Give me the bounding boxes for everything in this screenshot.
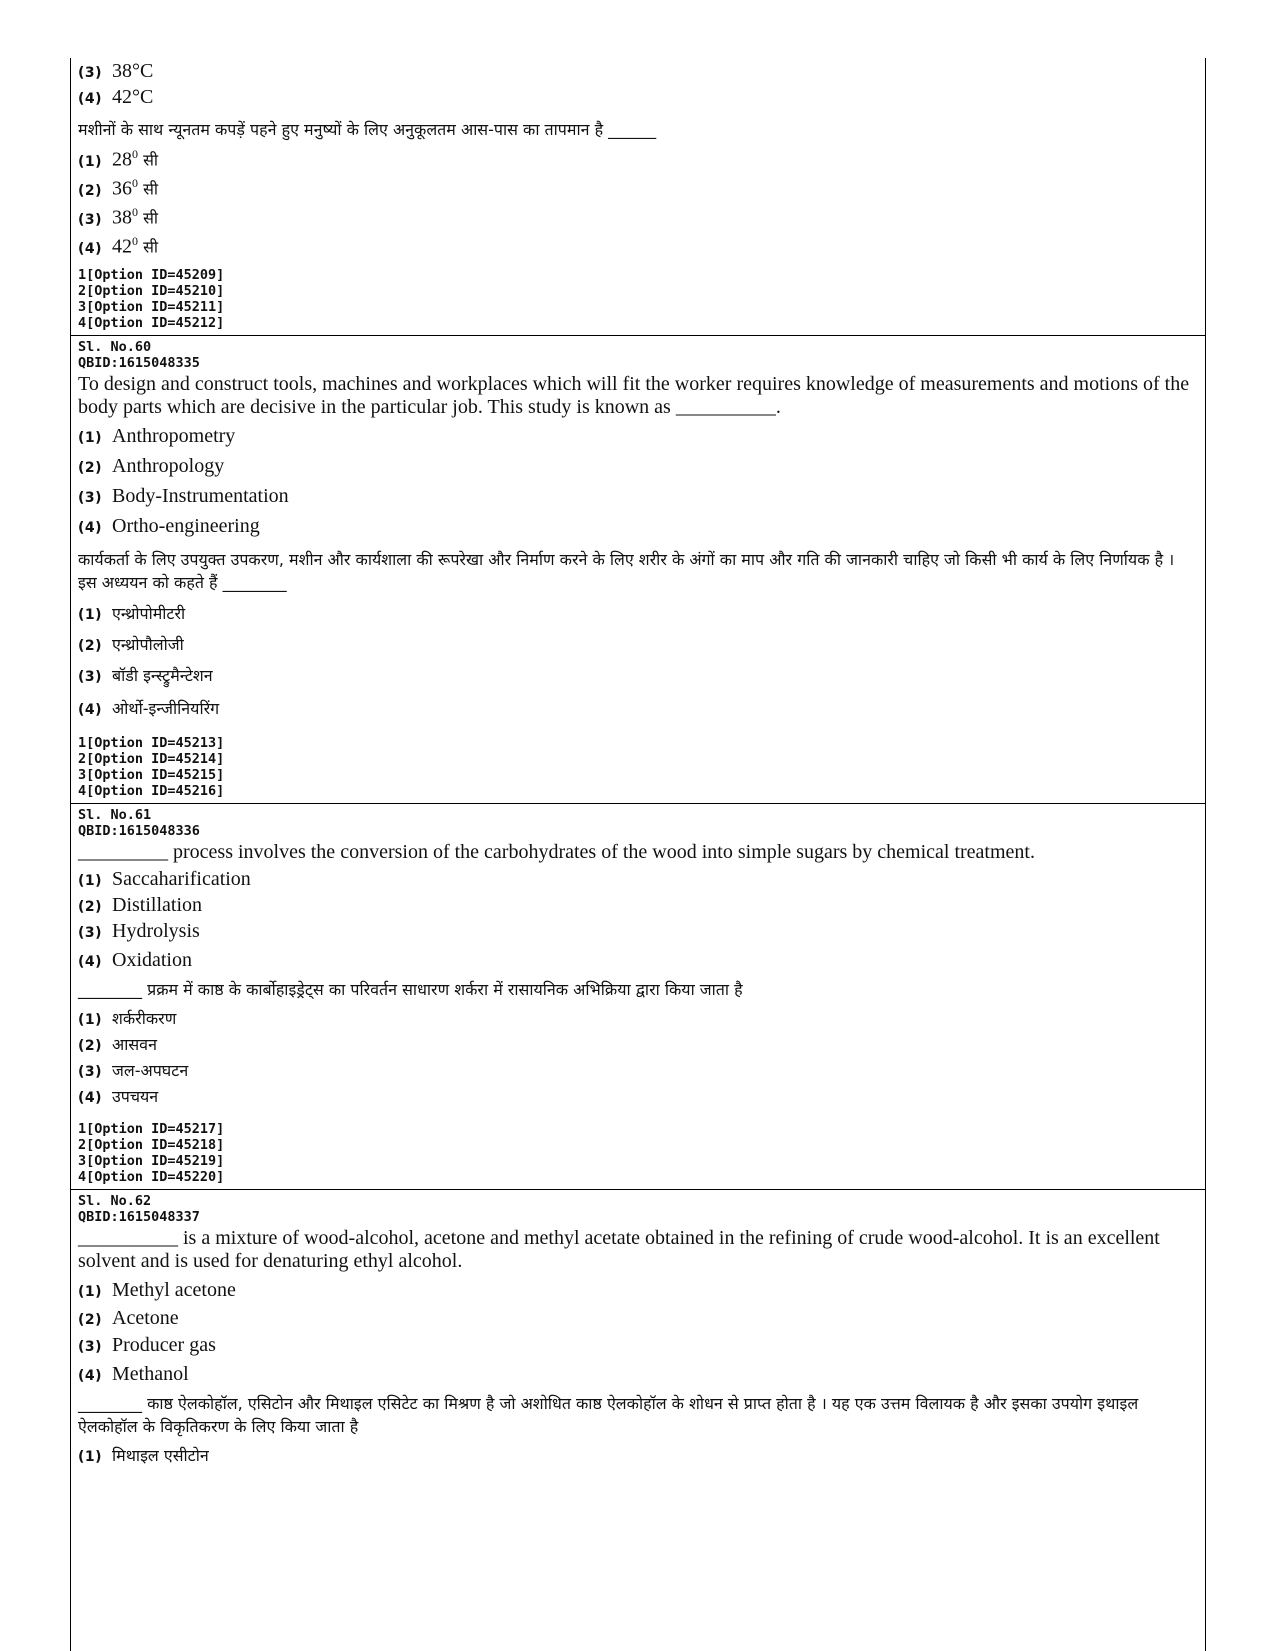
serial-number: Sl. No.62 (78, 1193, 152, 1209)
question-59-tail (71, 58, 1205, 335)
option-en-2: (2) Distillation (78, 894, 202, 916)
option-hi-4: (4) उपचयन (78, 1087, 159, 1106)
option-id-list: 1[Option ID=45217] 2[Option ID=45218] 3[Option ID=45219] 4[Option ID=45220] (78, 1121, 225, 1185)
option-en-1: (1) Anthropometry (78, 425, 236, 447)
question-hi-text: कार्यकर्ता के लिए उपयुक्त उपकरण, मशीन और कार्यशाला की रूपरेखा और निर्माण करने के लिए शरीर के अंगों का माप और गति की जानकारी चाहिए जो किसी भी कार्य के लिए निर्णायक है । इस अध्ययन को कहते हैं ________ (78, 550, 1175, 592)
option-en-4: (4) Ortho-engineering (78, 515, 260, 537)
question-en-text: To design and construct tools, machines and workplaces which will fit the worker requires knowledge of measurements and motions of the body parts which are decisive in the particular job. This study is known as __________. (78, 373, 1190, 418)
question-en-text: _________ process involves the conversion of the carbohydrates of the wood into simple sugars by chemical treatment. (78, 841, 1035, 863)
option-hi-4: (4) ओर्थो-इन्जीनियरिंग (78, 699, 220, 718)
option-en-1: (1) Saccaharification (78, 868, 251, 890)
option-hi-2: (2) एन्थ्रोपौलोजी (78, 635, 184, 654)
question-hi-text: ________ काष्ठ ऐलकोहॉल, एसिटोन और मिथाइल एसिटेट का मिश्रण है जो अशोधित काष्ठ ऐलकोहॉल के शोधन से प्राप्त होता है । यह एक उत्तम विलायक है और इसका उपयोग इथाइल ऐलकोहॉल के विकृतिकरण के लिए किया जाता है (78, 1394, 1139, 1436)
option-hi-2: (2) $36^0$ सी (78, 176, 159, 200)
question-paper-frame (70, 58, 1206, 1651)
question-en-text: __________ is a mixture of wood-alcohol, acetone and methyl acetate obtained in the refining of crude wood-alcohol. It is an excellent solvent and is used for denaturing ethyl alcohol. (78, 1227, 1160, 1272)
qbid: QBID:1615048335 (78, 355, 200, 371)
option-en-2: (2) Acetone (78, 1307, 179, 1329)
option-en-3: (3) 38°C (78, 60, 154, 82)
option-en-1: (1) Methyl acetone (78, 1279, 236, 1301)
question-hi-text: मशीनों के साथ न्यूनतम कपड़ें पहने हुए मनुष्यों के लिए अनुकूलतम आस-पास का तापमान है ______ (78, 120, 657, 139)
qbid: QBID:1615048337 (78, 1209, 200, 1225)
option-hi-3: (3) $38^0$ सी (78, 205, 159, 229)
option-hi-3: (3) जल-अपघटन (78, 1061, 189, 1080)
option-en-3: (3) Producer gas (78, 1334, 216, 1356)
serial-number: Sl. No.61 (78, 807, 152, 823)
option-en-4: (4) Oxidation (78, 949, 192, 971)
option-hi-1: (1) शर्करीकरण (78, 1009, 177, 1028)
serial-number: Sl. No.60 (78, 339, 152, 355)
question-61 (71, 803, 1205, 1189)
option-en-2: (2) Anthropology (78, 455, 225, 477)
option-hi-2: (2) आसवन (78, 1035, 157, 1054)
option-hi-4: (4) $42^0$ सी (78, 234, 159, 258)
option-id-list: 1[Option ID=45209] 2[Option ID=45210] 3[Option ID=45211] 4[Option ID=45212] (78, 267, 225, 331)
question-hi-text: ________ प्रक्रम में काष्ठ के कार्बोहाइड्रेट्स का परिवर्तन साधारण शर्करा में रासायनिक अभिक्रिया द्वारा किया जाता है (78, 980, 743, 999)
option-hi-1: (1) एन्थ्रोपोमीटरी (78, 604, 186, 623)
qbid: QBID:1615048336 (78, 823, 200, 839)
option-id-list: 1[Option ID=45213] 2[Option ID=45214] 3[Option ID=45215] 4[Option ID=45216] (78, 735, 225, 799)
option-en-3: (3) Hydrolysis (78, 920, 200, 942)
option-hi-1: (1) मिथाइल एसीटोन (78, 1446, 209, 1465)
option-hi-3: (3) बॉडी इन्स्ट्रुमैन्टेशन (78, 666, 213, 685)
question-60 (71, 335, 1205, 803)
option-en-4: (4) Methanol (78, 1363, 189, 1385)
question-62 (71, 1189, 1205, 1472)
option-hi-1: (1) $28^0$ सी (78, 147, 159, 171)
option-en-3: (3) Body-Instrumentation (78, 485, 289, 507)
option-en-4: (4) 42°C (78, 86, 154, 108)
